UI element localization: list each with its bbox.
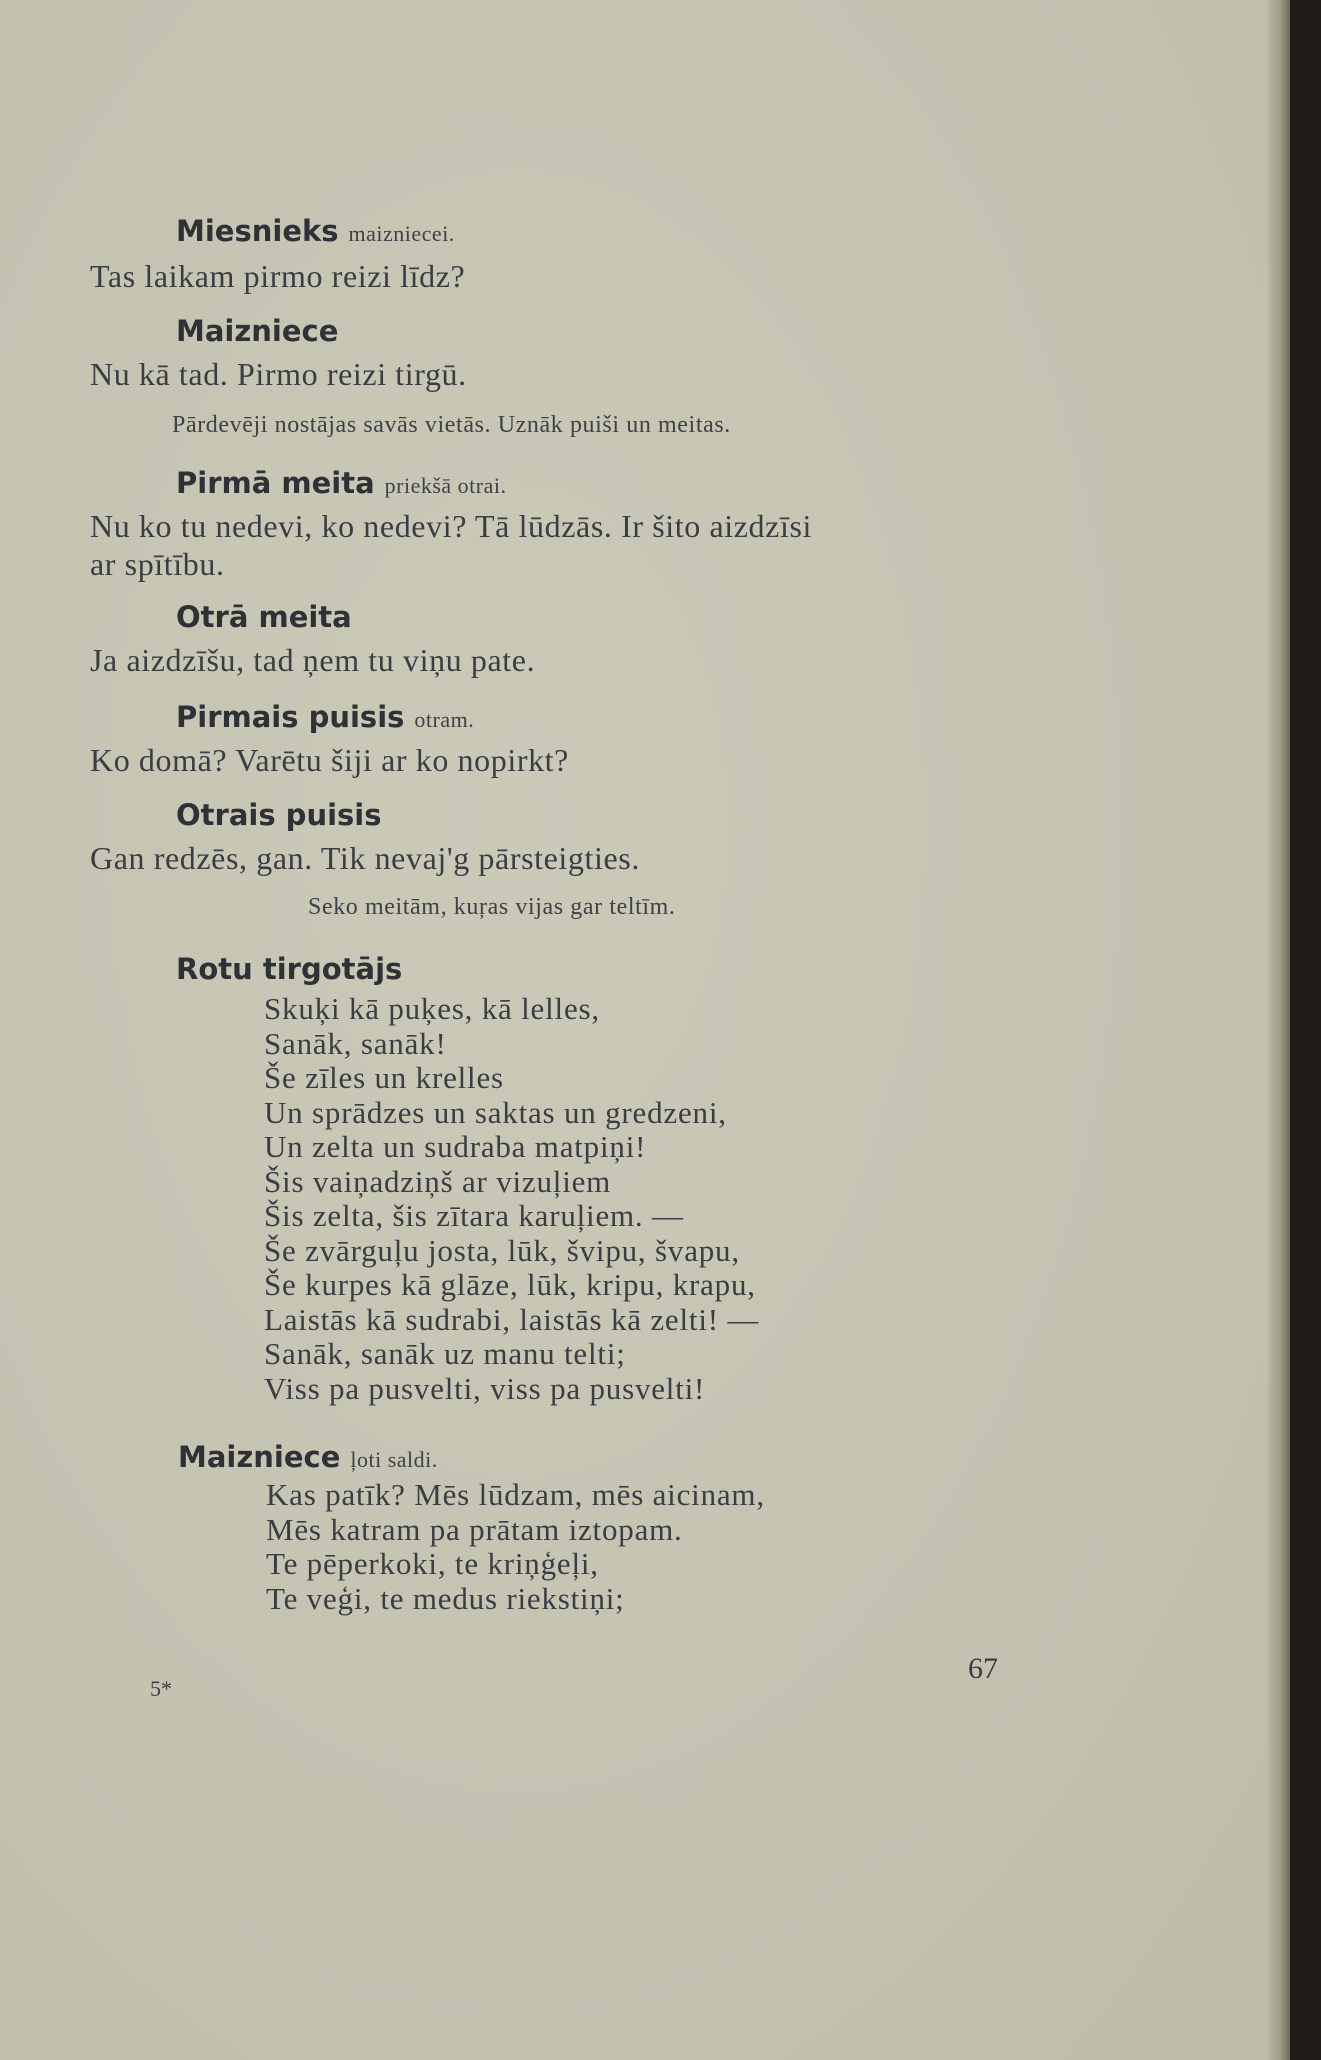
dialogue-line: Tas laikam pirmo reizi līdz? bbox=[90, 258, 466, 294]
speaker-direction: maizniecei. bbox=[348, 221, 455, 246]
speaker-name: Rotu tirgotājs bbox=[176, 952, 403, 986]
verse-line: Skuķi kā puķes, kā lelles, bbox=[264, 991, 600, 1026]
dialogue-line: Gan redzēs, gan. Tik nevaj'g pārsteigties. bbox=[90, 840, 640, 876]
speaker-name: Otrais puisis bbox=[176, 798, 382, 832]
dialogue-line: Nu ko tu nedevi, ko nedevi? Tā lūdzās. Ir šito aizdzīsi bbox=[90, 508, 812, 544]
speaker-name: Maizniece bbox=[178, 1440, 341, 1474]
dialogue-line: Ja aizdzīšu, tad ņem tu viņu pate. bbox=[90, 642, 536, 678]
speaker-name: Miesnieks bbox=[176, 214, 339, 248]
verse-line: Še kurpes kā glāze, lūk, kripu, krapu, bbox=[264, 1267, 756, 1302]
verse-line: Še zvārguļu josta, lūk, švipu, švapu, bbox=[264, 1232, 740, 1268]
dialogue-line: ar spītību. bbox=[90, 546, 225, 582]
speaker-name: Pirmā meita bbox=[176, 466, 375, 500]
speaker-line-miesnieks bbox=[176, 214, 455, 248]
speaker-line-maizniece bbox=[178, 1440, 438, 1474]
verse-line: Šis zelta, šis zītara karuļiem. — bbox=[264, 1198, 684, 1233]
stage-direction: Pārdevēji nostājas savās vietās. Uznāk puiši un meitas. bbox=[172, 412, 731, 438]
speaker-direction: priekšā otrai. bbox=[384, 473, 507, 498]
verse-line: Laistās kā sudrabi, laistās kā zelti! — bbox=[264, 1301, 760, 1337]
verse-block bbox=[266, 1478, 765, 1616]
dialogue-line: Nu kā tad. Pirmo reizi tirgū. bbox=[90, 356, 467, 392]
speaker-line-otra-meita bbox=[176, 600, 352, 634]
verse-line: Kas patīk? Mēs lūdzam, mēs aicinam, bbox=[266, 1477, 765, 1512]
speaker-line-pirma-meita bbox=[176, 466, 507, 500]
speaker-line-otrais-puisis bbox=[176, 798, 382, 832]
signature-mark: 5* bbox=[150, 1676, 172, 1701]
dialogue-line: Ko domā? Varētu šiji ar ko nopirkt? bbox=[90, 742, 569, 778]
verse-line: Mēs katram pa prātam iztopam. bbox=[266, 1511, 683, 1547]
speaker-direction: otram. bbox=[414, 707, 475, 732]
verse-line: Te veģi, te medus riekstiņi; bbox=[266, 1580, 625, 1616]
page-edge bbox=[1268, 0, 1290, 2060]
verse-line: Viss pa pusvelti, viss pa pusvelti! bbox=[264, 1370, 706, 1406]
verse-line: Sanāk, sanāk uz manu telti; bbox=[264, 1336, 626, 1371]
verse-line: Šis vaiņadziņš ar vizuļiem bbox=[264, 1163, 612, 1199]
verse-line: Sanāk, sanāk! bbox=[264, 1025, 447, 1061]
stage-direction: Seko meitām, kuŗas vijas gar teltīm. bbox=[308, 894, 676, 920]
verse-line: Te pēperkoki, te kriņģeļi, bbox=[266, 1546, 599, 1581]
speaker-name: Otrā meita bbox=[176, 600, 352, 634]
speaker-line-pirmais-puisis bbox=[176, 700, 474, 734]
verse-line: Še zīles un krelles bbox=[264, 1060, 504, 1095]
verse-block bbox=[264, 992, 759, 1406]
verse-line: Un sprādzes un saktas un gredzeni, bbox=[264, 1094, 727, 1130]
book-gutter bbox=[1290, 0, 1321, 2060]
speaker-direction: ļoti saldi. bbox=[350, 1447, 438, 1472]
speaker-name: Maizniece bbox=[176, 314, 339, 348]
page-number: 67 bbox=[968, 1652, 998, 1685]
speaker-line-rotu-tirgotajs bbox=[176, 952, 402, 986]
speaker-name: Pirmais puisis bbox=[176, 700, 405, 734]
speaker-line-maizniece bbox=[176, 314, 338, 348]
verse-line: Un zelta un sudraba matpiņi! bbox=[264, 1129, 647, 1164]
